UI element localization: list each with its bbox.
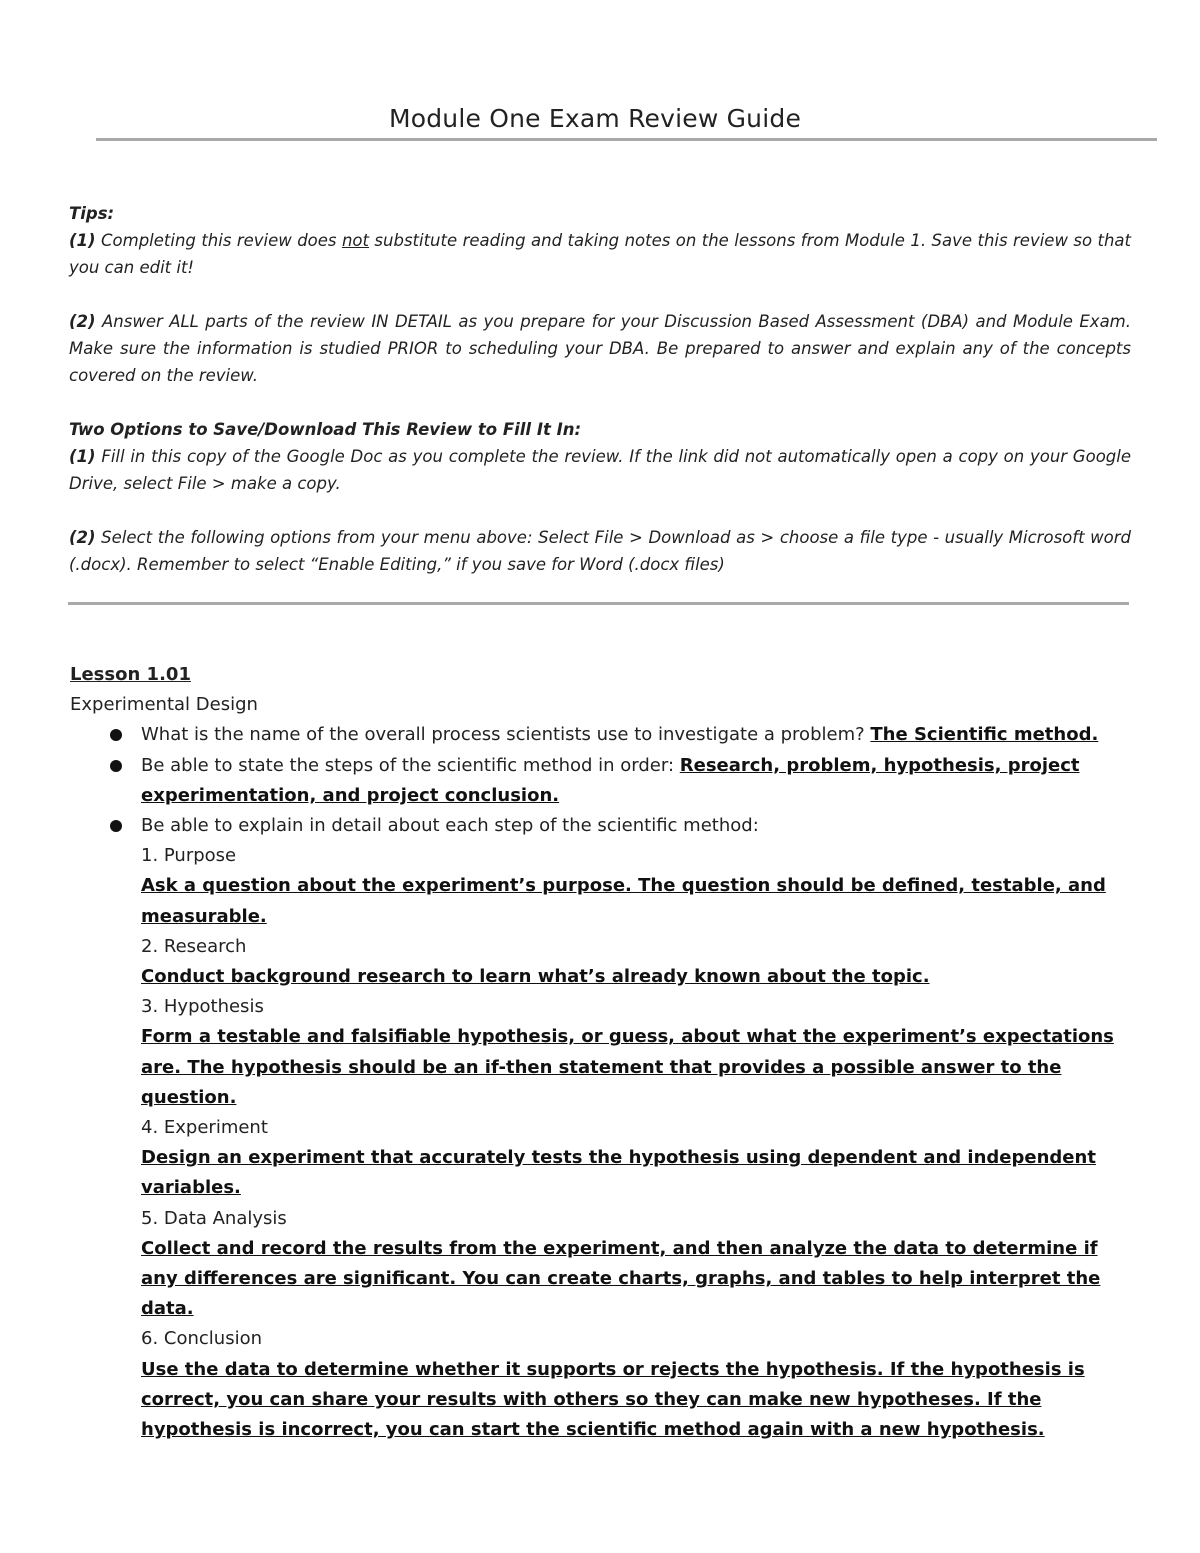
bullet-icon [110,820,122,832]
step-answer: Form a testable and falsifiable hypothesis, or guess, about what the experiment’s expectations are. The hypothesis should be an if-then statement that provides a possible answer to the question. [141,1026,1114,1108]
step-answer: Design an experiment that accurately tests the hypothesis using dependent and independent variables. [141,1147,1096,1199]
step-label: 4. Experiment [141,1117,268,1139]
options-label [69,416,1131,443]
step-label: 1. Purpose [141,845,237,867]
tip-1 [69,227,1131,281]
bullet-question: What is the name of the overall process scientists use to investigate a problem? [141,724,871,746]
tip-1-not: not [341,231,369,250]
tip-2 [69,308,1131,389]
step-label: 3. Hypothesis [141,996,264,1018]
step-label: 2. Research [141,935,247,957]
title-divider [96,138,1157,141]
bullet-answer: Research, problem, hypothesis, project experimentation, and project conclusion. [141,754,1080,806]
option-1-text: Fill in this copy of the Google Doc as you complete the review. If the link did not automatically open a copy on your Google Drive, select File > make a copy. [69,447,1131,493]
step-answer: Conduct background research to learn what’s already known about the topic. [141,966,930,988]
option-2-number: (2) [69,528,96,547]
bullet-question: Be able to explain in detail about each step of the scientific method: [141,815,759,837]
options-label-text: Two Options to Save/Download This Review to Fill It In: [69,420,582,439]
option-1-number: (1) [69,447,96,466]
step-answer: Ask a question about the experiment’s purpose. The question should be defined, testable, and measurable. [141,875,1106,927]
tip-2-number: (2) [69,312,96,331]
tip-1-text-a: Completing this review does [95,231,342,250]
list-item [70,751,1130,811]
step-answer: Use the data to determine whether it supports or rejects the hypothesis. If the hypothesis is correct, you can share your results with others so they can make new hypotheses. If the hypothesis is incorrect, you can start the scientific method again with a new hypothesis. [141,1358,1085,1441]
step-label: 6. Conclusion [141,1328,262,1350]
option-2-text: Select the following options from your menu above: Select File > Download as > choose a file type - usually Microsoft word (.docx). Remember to select “Enable Editing,” if you save for Word (.docx files) [69,528,1131,574]
bullet-question: Be able to state the steps of the scientific method in order: [141,754,680,776]
tip-1-text-b: substitute reading and taking notes on the lessons from Module 1. Save this review so that you can edit it! [69,231,1131,277]
section-divider [68,602,1129,605]
option-1 [69,443,1131,497]
tip-2-text: Answer ALL parts of the review IN DETAIL as you prepare for your Discussion Based Assessment (DBA) and Module Exam. Make sure the information is studied PRIOR to scheduling your DBA. Be prepared to answer and explain any of the concepts covered on the review. [69,312,1131,385]
bullet-icon [110,729,122,741]
list-item [70,720,1130,750]
step-label: 5. Data Analysis [141,1207,287,1229]
bullet-answer: The Scientific method. [870,724,1099,746]
tips-section [69,200,1131,578]
bullet-icon [110,760,122,772]
tips-label [69,200,1131,227]
lesson-heading: Lesson 1.01 [70,664,191,685]
tips-label-text: Tips: [69,204,115,223]
lesson-subheading: Experimental Design [70,694,258,716]
lesson-section [70,660,1130,1445]
option-2 [69,524,1131,578]
tip-1-number: (1) [69,231,96,250]
page-title: Module One Exam Review Guide [388,104,802,133]
step-answer: Collect and record the results from the experiment, and then analyze the data to determine if any differences are significant. You can create charts, graphs, and tables to help interpret the data. [141,1237,1101,1320]
list-item [70,811,1130,841]
